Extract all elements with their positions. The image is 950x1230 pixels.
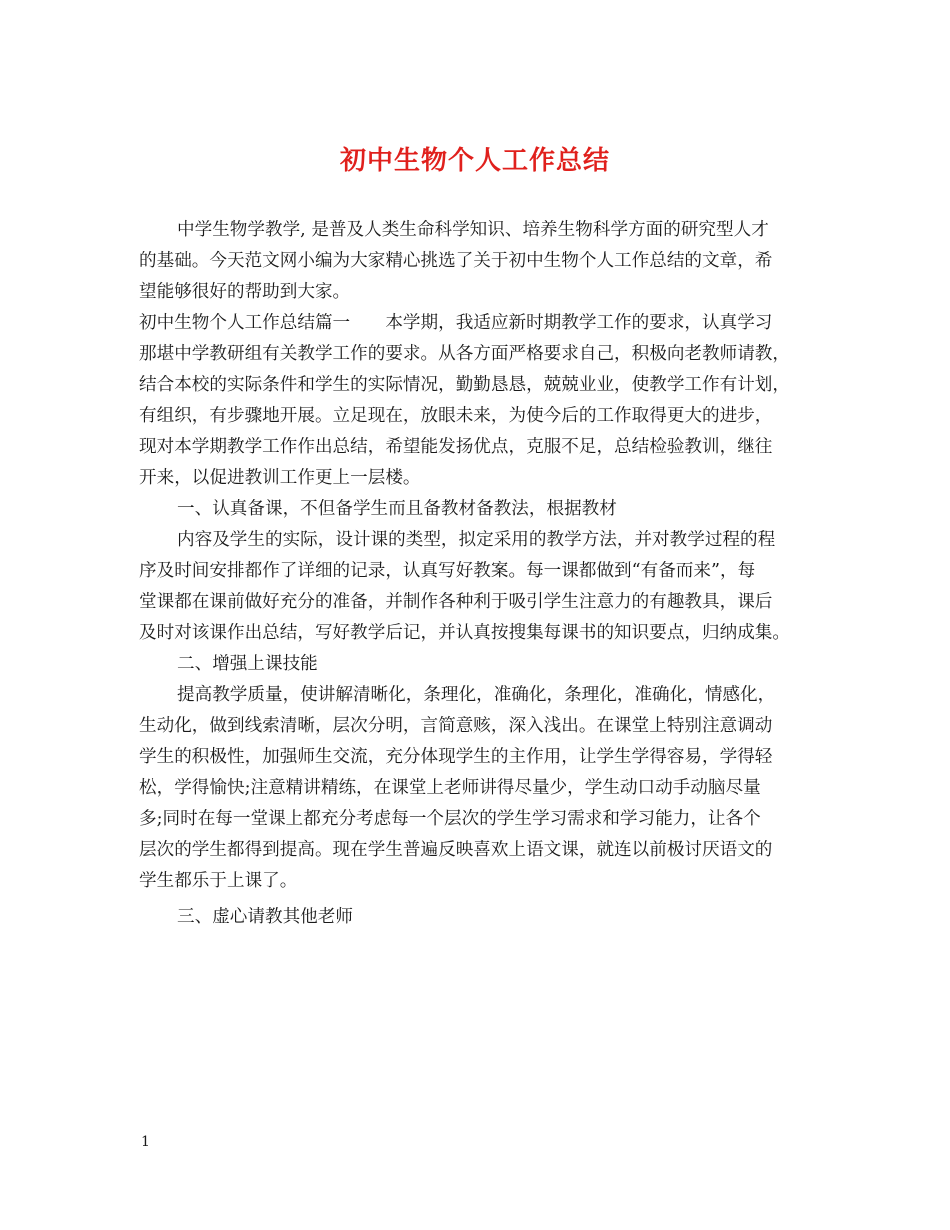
paragraph-line: 松，学得愉快;注意精讲精练，在课堂上老师讲得尽量少，学生动口动手动脑尽量 xyxy=(139,778,761,798)
page-number: 1 xyxy=(141,1134,150,1150)
paragraph-line: 多;同时在每一堂课上都充分考虑每一个层次的学生学习需求和学习能力，让各个 xyxy=(139,809,761,829)
paragraph-line: 及时对该课作出总结，写好教学后记，并认真按搜集每课书的知识要点，归纳成集。 xyxy=(139,623,790,643)
paragraph-line: 堂课都在课前做好充分的准备，并制作各种利于吸引学生注意力的有趣教具，课后 xyxy=(139,592,773,612)
paragraph-line: 学生的积极性，加强师生交流，充分体现学生的主作用，让学生学得容易，学得轻 xyxy=(139,747,773,767)
paragraph-line: 有组织，有步骤地开展。立足现在，放眼未来，为使今后的工作取得更大的进步， xyxy=(139,406,773,426)
section-heading: 三、虚心请教其他老师 xyxy=(177,907,353,927)
paragraph-line: 序及时间安排都作了详细的记录，认真写好教案。每一课都做到“有备而来”，每 xyxy=(139,561,756,581)
paragraph-line: 的基础。今天范文网小编为大家精心挑选了关于初中生物个人工作总结的文章，希 xyxy=(139,251,773,271)
section-heading: 一、认真备课，不但备学生而且备教材备教法，根据教材 xyxy=(177,499,617,519)
paragraph-line: 内容及学生的实际，设计课的类型，拟定采用的教学方法，并对教学过程的程 xyxy=(177,530,776,550)
paragraph-line: 提高教学质量，使讲解清晰化，条理化，准确化，条理化，准确化，情感化， xyxy=(177,685,776,705)
paragraph-line: 结合本校的实际条件和学生的实际情况，勤勤恳恳，兢兢业业，使教学工作有计划， xyxy=(139,375,790,395)
paragraph-line: 学生都乐于上课了。 xyxy=(139,871,298,891)
document-title: 初中生物个人工作总结 xyxy=(339,146,610,176)
paragraph-line: 层次的学生都得到提高。现在学生普遍反映喜欢上语文课，就连以前极讨厌语文的 xyxy=(139,840,773,860)
paragraph-line: 开来，以促进教训工作更上一层楼。 xyxy=(139,468,421,488)
document-body xyxy=(139,215,829,933)
paragraph-line: 望能够很好的帮助到大家。 xyxy=(139,282,351,302)
paragraph-line: 初中生物个人工作总结篇一 本学期，我适应新时期教学工作的要求，认真学习 xyxy=(139,313,773,333)
paragraph-line: 中学生物学教学, 是普及人类生命科学知识、培养生物科学方面的研究型人才 xyxy=(177,220,769,240)
paragraph-line: 现对本学期教学工作作出总结，希望能发扬优点，克服不足，总结检验教训，继往 xyxy=(139,437,773,457)
section-heading: 二、增强上课技能 xyxy=(177,654,318,674)
paragraph-line: 生动化，做到线索清晰，层次分明，言简意赅，深入浅出。在课堂上特别注意调动 xyxy=(139,716,773,736)
paragraph-line: 那堪中学教研组有关教学工作的要求。从各方面严格要求自己，积极向老教师请教， xyxy=(139,344,790,364)
